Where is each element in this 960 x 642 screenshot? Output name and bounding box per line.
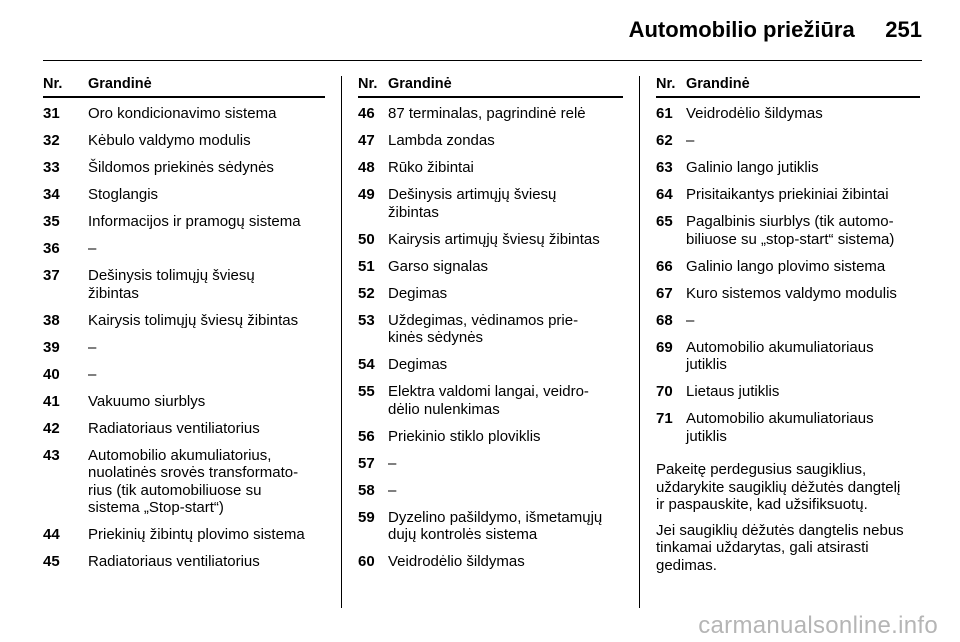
fuse-number: 56 — [358, 427, 375, 445]
circuit-name: Elektra valdomi langai, veidro- dėlio nulenkimas — [388, 383, 589, 418]
column-divider — [639, 76, 640, 608]
circuit-name: Galinio lango plovimo sistema — [686, 257, 886, 275]
fuse-number: 38 — [43, 311, 60, 329]
table-row — [656, 410, 920, 445]
fuse-number: 41 — [43, 392, 60, 410]
table-row — [358, 285, 623, 303]
circuit-name: Informacijos ir pramogų sistema — [88, 213, 301, 230]
circuit-name: Galinio lango jutiklis — [686, 159, 819, 176]
circuit-name: Kėbulo valdymo modulis — [88, 132, 251, 149]
fuse-number: 51 — [358, 257, 375, 275]
circuit-name: Rūko žibintai — [388, 159, 474, 176]
circuit-name: Garso signalas — [388, 257, 489, 275]
circuit-name: Radiatoriaus ventiliatorius — [88, 553, 260, 570]
header-circuit: Grandinė — [88, 76, 152, 92]
header-nr: Nr. — [43, 76, 63, 92]
table-row — [43, 240, 325, 258]
fuse-number: 66 — [656, 257, 673, 275]
table-row — [358, 428, 623, 446]
table-row — [358, 383, 623, 418]
table-row — [43, 267, 325, 302]
table-row — [656, 383, 920, 401]
fuse-number: 45 — [43, 553, 60, 570]
circuit-name: Priekinio stiklo ploviklis — [388, 427, 541, 445]
circuit-name: – — [388, 481, 397, 499]
table-row — [656, 186, 920, 204]
circuit-name: Kairysis artimųjų šviesų žibintas — [388, 230, 600, 248]
table-header — [656, 76, 920, 98]
circuit-name: Stoglangis — [88, 186, 159, 203]
circuit-name: – — [88, 240, 97, 257]
circuit-name: Priekinių žibintų plovimo sistema — [88, 526, 305, 543]
table-row — [43, 213, 325, 231]
table-row — [358, 258, 623, 276]
header-nr: Nr. — [358, 76, 378, 92]
fuse-table-column-2 — [358, 76, 623, 580]
circuit-name: Automobilio akumuliatoriaus jutiklis — [686, 338, 874, 373]
table-row — [358, 159, 623, 177]
table-row — [656, 132, 920, 150]
circuit-name: Veidrodėlio šildymas — [686, 105, 823, 122]
circuit-name: 87 terminalas, pagrindinė relė — [388, 105, 586, 122]
note-paragraph-1: Pakeitę perdegusius saugiklius, uždarykite saugiklių dėžutės dangtelį ir paspauskite, kad užsifiksuotų. — [656, 461, 901, 513]
table-row — [358, 132, 623, 150]
header-rule — [43, 60, 922, 61]
table-row — [656, 339, 920, 374]
fuse-number: 36 — [43, 240, 60, 257]
page-number: 251 — [885, 17, 922, 42]
circuit-name: Degimas — [388, 284, 448, 302]
table-row — [43, 105, 325, 123]
column-divider — [341, 76, 342, 608]
fuse-number: 34 — [43, 186, 60, 203]
circuit-name: Lambda zondas — [388, 132, 495, 149]
fuse-number: 48 — [358, 159, 375, 176]
table-row — [656, 105, 920, 123]
table-row — [43, 186, 325, 204]
fuse-number: 49 — [358, 186, 375, 203]
table-row — [358, 356, 623, 374]
circuit-name: Dešinysis artimųjų šviesų žibintas — [388, 186, 557, 221]
fuse-number: 62 — [656, 132, 673, 149]
circuit-name: Prisitaikantys priekiniai žibintai — [686, 186, 889, 203]
table-row — [43, 312, 325, 330]
circuit-name: Vakuumo siurblys — [88, 392, 206, 410]
fuse-table-column-1 — [43, 76, 325, 580]
circuit-name: Automobilio akumuliatorius, nuolatinės srovės transformato- rius (tik automobiliuose su sistema „Stop-start“) — [88, 446, 299, 516]
table-row — [358, 455, 623, 473]
fuse-number: 42 — [43, 419, 60, 437]
fuse-number: 40 — [43, 365, 60, 383]
fuse-number: 44 — [43, 526, 60, 543]
watermark: carmanualsonline.info — [698, 612, 938, 639]
fuse-number: 57 — [358, 454, 375, 472]
circuit-name: – — [388, 454, 397, 472]
fuse-number: 71 — [656, 410, 673, 427]
fuse-number: 55 — [358, 383, 375, 400]
table-row — [43, 339, 325, 357]
table-header — [43, 76, 325, 98]
fuse-number: 67 — [656, 284, 673, 302]
circuit-name: Lietaus jutiklis — [686, 383, 780, 400]
circuit-name: – — [686, 311, 695, 329]
fuse-number: 60 — [358, 553, 375, 570]
table-row — [358, 482, 623, 500]
table-row — [43, 132, 325, 150]
table-row — [358, 231, 623, 249]
circuit-name: Pagalbinis siurblys (tik automo- biliuose su „stop-start“ sistema) — [686, 213, 895, 248]
table-row — [656, 258, 920, 276]
page-title — [629, 17, 922, 43]
table-row — [43, 526, 325, 544]
table-row — [43, 159, 325, 177]
circuit-name: Radiatoriaus ventiliatorius — [88, 419, 260, 437]
table-row — [43, 366, 325, 384]
header-circuit: Grandinė — [686, 76, 750, 92]
fuse-number: 32 — [43, 132, 60, 149]
fuse-number: 47 — [358, 132, 375, 149]
table-row — [656, 159, 920, 177]
circuit-name: Kairysis tolimųjų šviesų žibintas — [88, 311, 299, 329]
fuse-number: 43 — [43, 446, 60, 464]
table-row — [358, 312, 623, 347]
fuse-number: 64 — [656, 186, 673, 203]
header-circuit: Grandinė — [388, 76, 452, 92]
fuse-number: 46 — [358, 105, 375, 122]
fuse-number: 33 — [43, 159, 60, 176]
table-row — [358, 553, 623, 571]
fuse-number: 52 — [358, 284, 375, 302]
table-header — [358, 76, 623, 98]
table-row — [358, 105, 623, 123]
circuit-name: Kuro sistemos valdymo modulis — [686, 284, 897, 302]
fuse-number: 69 — [656, 338, 673, 356]
table-row — [43, 553, 325, 571]
fuse-number: 58 — [358, 481, 375, 499]
fuse-number: 37 — [43, 267, 60, 284]
circuit-name: – — [686, 132, 695, 149]
fuse-number: 35 — [43, 213, 60, 230]
circuit-name: Degimas — [388, 356, 448, 373]
fuse-number: 31 — [43, 105, 60, 122]
fuse-number: 50 — [358, 230, 375, 248]
fuse-number: 53 — [358, 311, 375, 329]
table-row — [358, 509, 623, 544]
table-row — [43, 393, 325, 411]
table-row — [656, 285, 920, 303]
note-paragraph-2: Jei saugiklių dėžutės dangtelis nebus tinkamai uždarytas, gali atsirasti gedimas. — [656, 521, 904, 574]
fuse-number: 68 — [656, 311, 673, 329]
fuse-number: 54 — [358, 356, 375, 373]
fuse-number: 59 — [358, 508, 375, 526]
circuit-name: Automobilio akumuliatoriaus jutiklis — [686, 410, 874, 445]
circuit-name: Dešinysis tolimųjų šviesų žibintas — [88, 267, 255, 302]
fuse-number: 63 — [656, 159, 673, 176]
table-row — [43, 447, 325, 517]
circuit-name: Šildomos priekinės sėdynės — [88, 159, 274, 176]
table-row — [656, 312, 920, 330]
fuse-number: 70 — [656, 383, 673, 400]
circuit-name: – — [88, 338, 97, 356]
section-title: Automobilio priežiūra — [628, 17, 855, 42]
header-nr: Nr. — [656, 76, 676, 92]
table-row — [43, 420, 325, 438]
circuit-name: Oro kondicionavimo sistema — [88, 105, 277, 122]
fuse-number: 39 — [43, 338, 60, 356]
circuit-name: Veidrodėlio šildymas — [388, 553, 525, 570]
table-row — [656, 213, 920, 248]
circuit-name: Uždegimas, vėdinamos prie- kinės sėdynės — [388, 311, 579, 346]
circuit-name: – — [88, 365, 97, 383]
fuse-table-column-3 — [656, 76, 920, 574]
fuse-number: 61 — [656, 105, 673, 122]
fuse-number: 65 — [656, 213, 673, 230]
circuit-name: Dyzelino pašildymo, išmetamųjų dujų kontrolės sistema — [388, 508, 603, 543]
table-row — [358, 186, 623, 221]
